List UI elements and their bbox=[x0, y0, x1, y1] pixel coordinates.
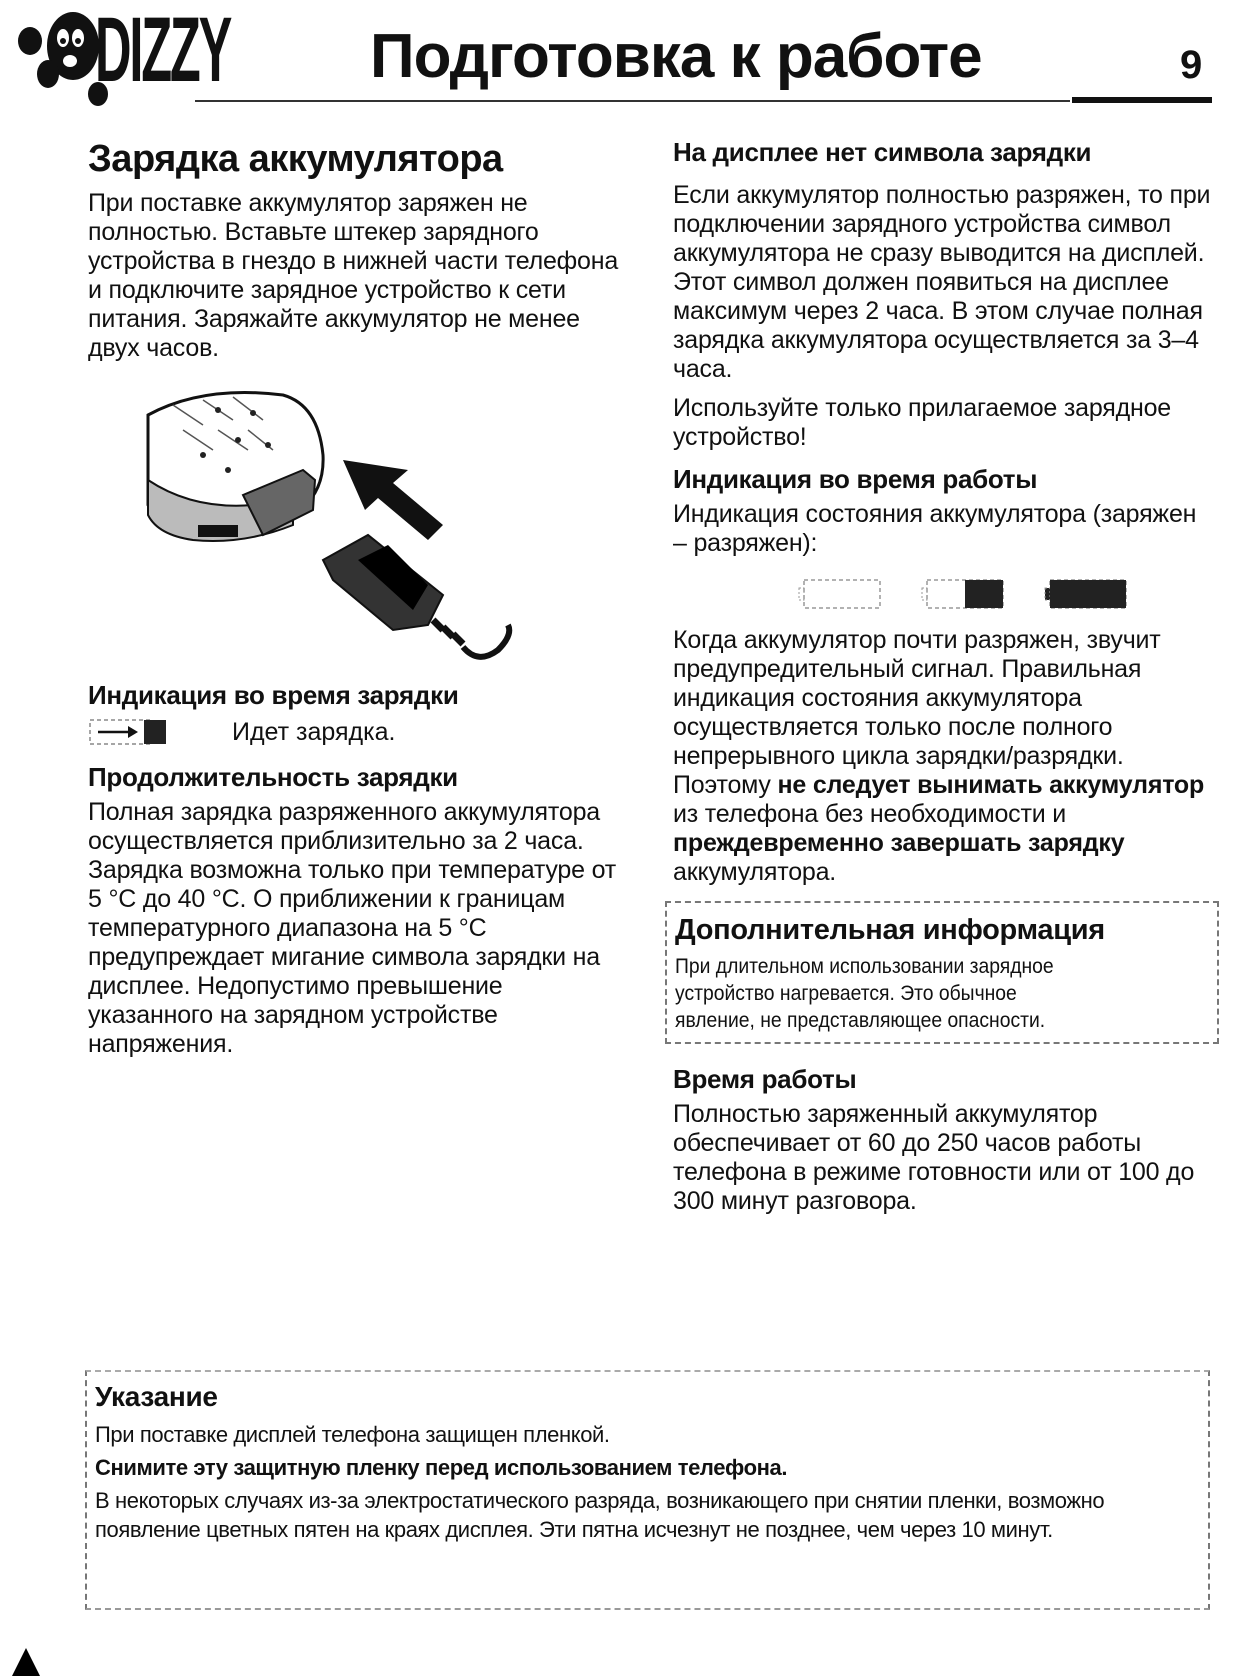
battery-fill bbox=[965, 580, 1003, 608]
operation-indication-heading: Индикация во время работы bbox=[673, 464, 1038, 494]
warning-part-1: Когда аккумулятор почти разряжен, звучит предупредительный сигнал. Правильная индикация состояния аккумулятора осуществляется только после полного непрерывного цикла зарядки/разрядки. Поэтому bbox=[673, 626, 1161, 799]
charging-indicator-row bbox=[88, 716, 633, 748]
additional-info-line: При длительном использовании зарядное bbox=[675, 955, 1054, 978]
charging-status-text: Идет зарядка. bbox=[232, 717, 396, 746]
page-corner-mark-icon bbox=[12, 1648, 40, 1676]
runtime-text: Полностью заряженный аккумулятор обеспечивает от 60 до 250 часов работы телефона в режиме готовности или от 100 до 300 минут разговора. bbox=[673, 1100, 1195, 1215]
battery-empty-icon bbox=[798, 576, 883, 612]
section-title-charging: Зарядка аккумулятора bbox=[88, 138, 503, 180]
battery-charging-icon bbox=[88, 717, 170, 747]
additional-info-line: устройство нагревается. Это обычное bbox=[675, 982, 1017, 1005]
battery-full-icon bbox=[1044, 576, 1129, 612]
dizzy-logo-text: DIZZY bbox=[95, 0, 231, 101]
header-rule-accent bbox=[1072, 97, 1212, 103]
battery-outline bbox=[804, 580, 880, 608]
runtime-heading: Время работы bbox=[673, 1064, 857, 1094]
note-line-1: При поставке дисплей телефона защищен пленкой. bbox=[95, 1422, 610, 1447]
battery-fill bbox=[1050, 580, 1126, 608]
note-heading: Указание bbox=[95, 1381, 218, 1412]
warning-bold-1: не следует вынимать аккумулятор bbox=[777, 771, 1205, 799]
no-symbol-heading: На дисплее нет символа зарядки bbox=[673, 137, 1092, 167]
battery-levels bbox=[673, 576, 1213, 612]
charging-indication-heading: Индикация во время зарядки bbox=[88, 680, 459, 710]
additional-info-line: явление, не представляющее опасности. bbox=[675, 1009, 1046, 1032]
note-box bbox=[85, 1370, 1210, 1610]
note-line-2-bold: Снимите эту защитную пленку перед использованием телефона. bbox=[95, 1455, 788, 1480]
warning-part-2: из телефона без необходимости и bbox=[673, 800, 1066, 828]
low-battery-warning bbox=[673, 626, 1213, 887]
use-supplied-charger-warning: Используйте только прилагаемое зарядное устройство! bbox=[673, 394, 1171, 451]
left-column bbox=[88, 135, 633, 1069]
phone-charger-plug-icon bbox=[143, 385, 523, 670]
no-symbol-text: Если аккумулятор полностью разряжен, то при подключении зарядного устройства символ аккумулятора не сразу выводится на дисплей. Этот символ должен появиться на дисплее максимум через 2 часа. В этом случае полная зарядка аккумулятора осуществляется за 3–4 часа. bbox=[673, 181, 1211, 383]
additional-info-heading: Дополнительная информация bbox=[675, 914, 1105, 946]
page-title: Подготовка к работе bbox=[370, 22, 982, 91]
header-rule bbox=[195, 100, 1070, 102]
warning-bold-2: преждевременно завершать зарядку bbox=[673, 829, 1125, 857]
page-number: 9 bbox=[1180, 43, 1203, 87]
operation-indication-text: Индикация состояния аккумулятора (заряжен – разряжен): bbox=[673, 500, 1197, 557]
battery-terminal bbox=[1045, 588, 1050, 600]
warning-part-3: аккумулятора. bbox=[673, 858, 837, 886]
battery-half-icon bbox=[921, 576, 1006, 612]
charging-intro: При поставке аккумулятор заряжен не полностью. Вставьте штекер зарядного устройства в гнездо в нижней части телефона и подключите зарядное устройство к сети питания. Заряжайте аккумулятор не менее двух часов. bbox=[88, 189, 619, 362]
charging-duration-heading: Продолжительность зарядки bbox=[88, 762, 458, 792]
note-line-3: В некоторых случаях из-за электростатического разряда, возникающего при снятии пленки, возможно появление цветных пятен на краях дисплея. Эти пятна исчезнут не позднее, чем через 10 минут. bbox=[95, 1488, 1105, 1542]
additional-info-box bbox=[665, 901, 1219, 1044]
right-column bbox=[673, 135, 1213, 1226]
charging-duration-text: Полная зарядка разряженного аккумулятора осуществляется приблизительно за 2 часа. Зарядка возможна только при температуре от 5 °C до 40 °C. О приближении к границам температурного диапазона на 5 °C предупреждает мигание символа зарядки на дисплее. Недопустимо превышение указанного на зарядном устройстве напряжения. bbox=[88, 798, 616, 1058]
